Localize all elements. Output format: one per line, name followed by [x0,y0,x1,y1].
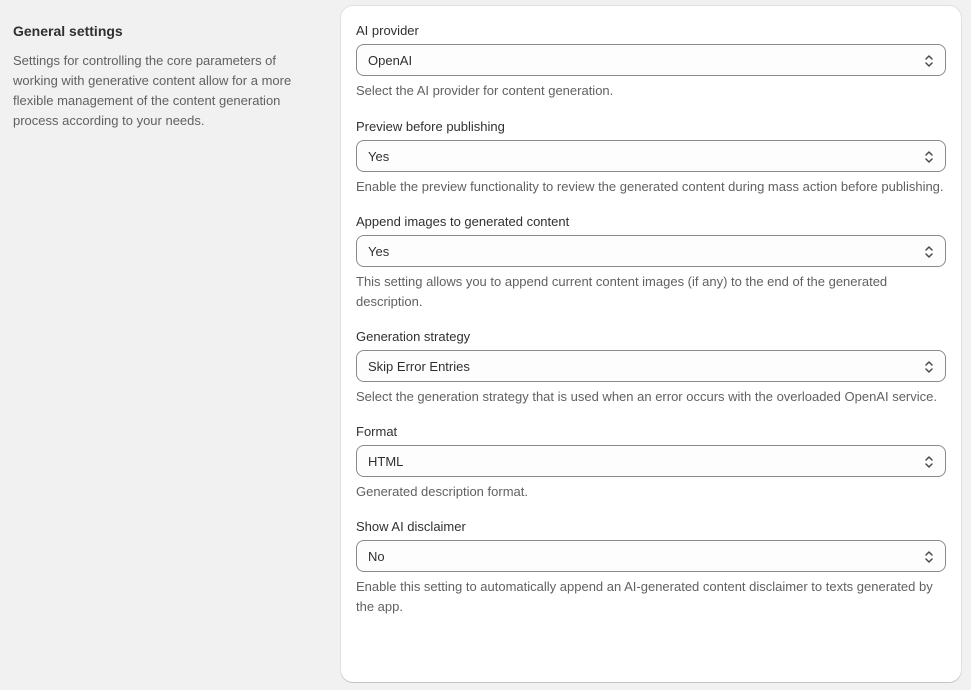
chevron-up-down-icon [923,454,935,470]
append-images-help: This setting allows you to append current content images (if any) to the end of the generated description. [356,274,888,309]
format-select[interactable] [356,445,946,477]
format-label: Format [356,424,398,439]
append-images-label: Append images to generated content [356,214,570,229]
ai-provider-label: AI provider [356,23,419,38]
chevron-up-down-icon [923,149,935,165]
show-ai-disclaimer-select[interactable] [356,540,946,572]
chevron-up-down-icon [923,549,935,565]
format-value: HTML [368,453,404,469]
show-ai-disclaimer-help: Enable this setting to automatically append an AI-generated content disclaimer to texts generated by the app. [356,579,933,614]
field-ai-provider [356,22,946,101]
section-title: General settings [13,23,123,39]
append-images-select[interactable] [356,235,946,267]
chevron-up-down-icon [923,359,935,375]
preview-label: Preview before publishing [356,119,505,134]
preview-select[interactable] [356,140,946,172]
preview-value: Yes [368,148,390,164]
preview-help: Enable the preview functionality to review the generated content during mass action before publishing. [356,179,944,194]
append-images-value: Yes [368,243,390,259]
format-help: Generated description format. [356,484,528,499]
show-ai-disclaimer-label: Show AI disclaimer [356,519,466,534]
section-info [13,22,313,131]
generation-strategy-select[interactable] [356,350,946,382]
show-ai-disclaimer-value: No [368,548,385,564]
field-show-ai-disclaimer [356,518,946,617]
section-description: Settings for controlling the core parameters of working with generative content allow for a more flexible management of the content generation process according to your needs. [13,53,292,128]
field-preview-before-publishing [356,118,946,197]
chevron-up-down-icon [923,53,935,69]
field-format [356,423,946,502]
ai-provider-select[interactable] [356,44,946,76]
chevron-up-down-icon [923,244,935,260]
generation-strategy-value: Skip Error Entries [368,358,470,374]
field-append-images [356,213,946,312]
ai-provider-value: OpenAI [368,52,413,68]
field-generation-strategy [356,328,946,407]
ai-provider-help: Select the AI provider for content generation. [356,83,614,98]
settings-card [341,6,961,682]
generation-strategy-label: Generation strategy [356,329,471,344]
generation-strategy-help: Select the generation strategy that is used when an error occurs with the overloaded OpenAI service. [356,389,937,404]
